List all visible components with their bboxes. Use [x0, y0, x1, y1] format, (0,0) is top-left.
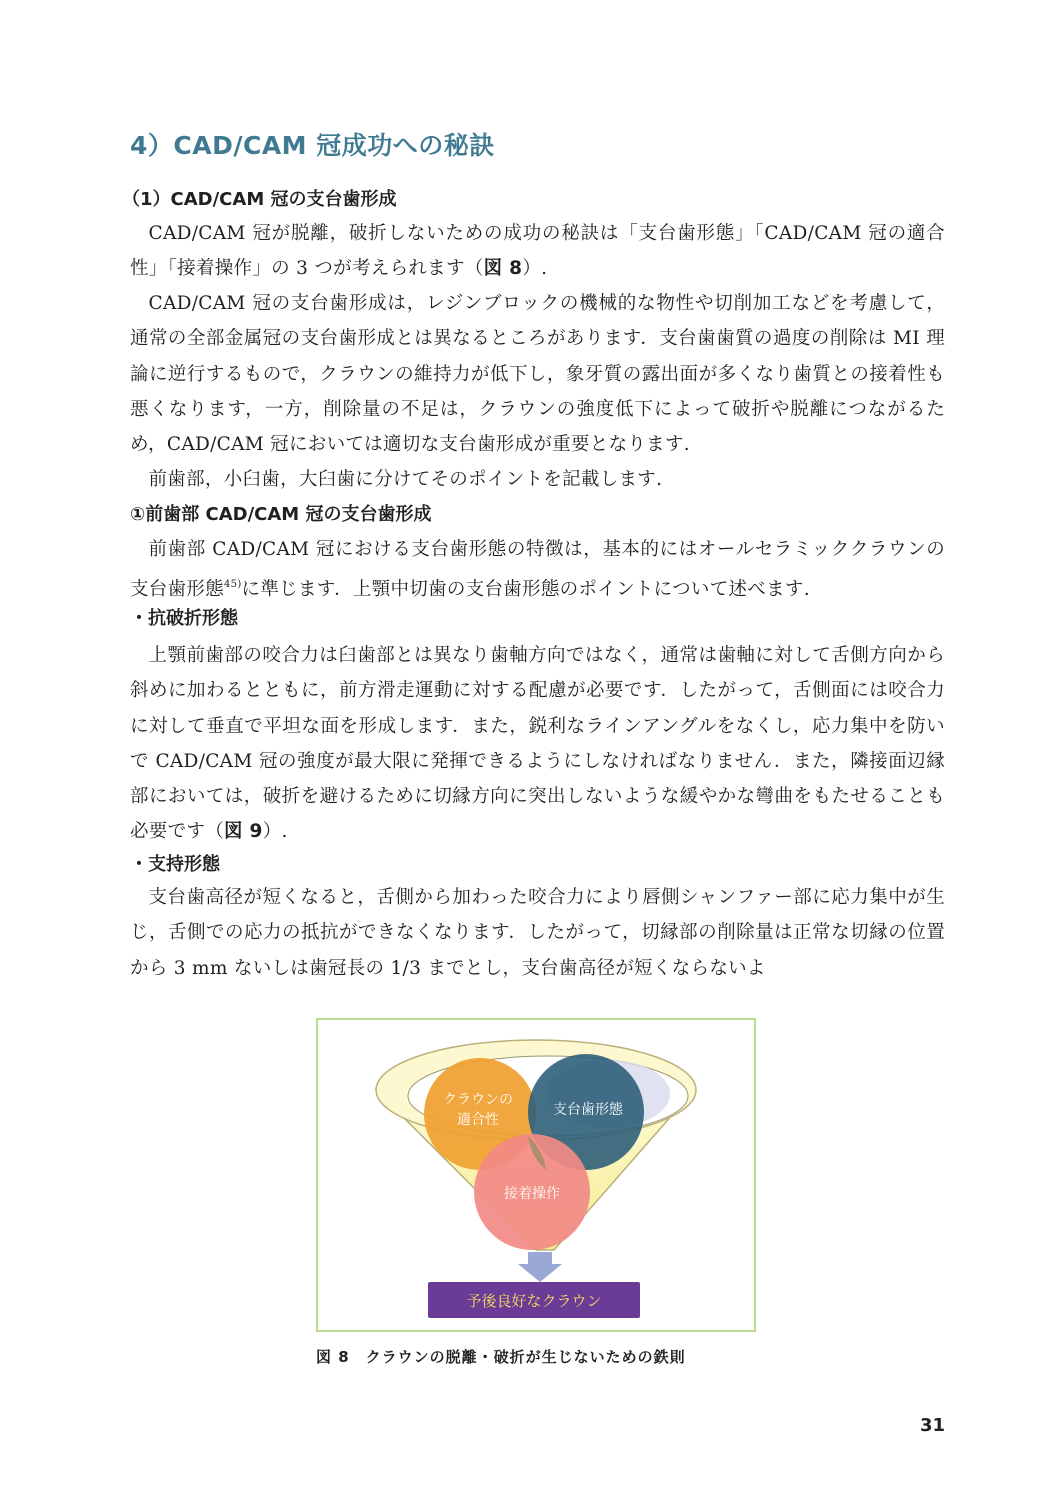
paragraph-outline: 前歯部，小臼歯，大臼歯に分けてそのポイントを記載します.	[148, 469, 663, 490]
paragraph-text: 上顎前歯部の咬合力は臼歯部とは異なり歯軸方向ではなく，通常は歯軸に対して舌側方向から斜めに加わるとともに，前方滑走運動に対する配慮が必要です．したがって，舌側面には咬合力に対して垂直で平坦な面を形成します．また，鋭利なラインアングルをなくし，応力集中を防いで CAD/CAM 冠の強度が最大限に発揮できるようにしなければなりません．また，隣接面辺縁部においては，破折を避けるために切縁方向に突出しないような緩やかな彎曲をもたせることも必要です（	[130, 645, 945, 843]
paragraph-anti-fracture	[130, 638, 945, 850]
label-fit-line1: クラウンの	[443, 1092, 513, 1108]
figure-caption: 図 8 クラウンの脱離・破折が生じないための鉄則	[316, 1348, 686, 1366]
label-bonding: 接着操作	[504, 1186, 560, 1202]
figure-8	[316, 1018, 756, 1332]
paragraph-abutment-prep: CAD/CAM 冠の支台歯形成は，レジンブロックの機械的な物性や切削加工などを考慮して，通常の全部金属冠の支台歯形成とは異なるところがあります．支台歯歯質の過度の削除は MI 理論に逆行するもので，クラウンの維持力が低下し，象牙質の露出面が多くなり歯質との接着性も悪くなります，一方，削除量の不足は，クラウンの強度低下によって破折や脱離につながるため，CAD/CAM 冠においては適切な支台歯形成が重要となります.	[130, 293, 945, 456]
result-label: 予後良好なクラウン	[466, 1292, 602, 1310]
heading-support: ・支持形態	[130, 854, 220, 875]
heading-anti-fracture: ・抗破折形態	[130, 608, 238, 629]
citation: 45)	[224, 579, 242, 591]
paragraph-text: 前歯部 CAD/CAM 冠における支台歯形態の特徴は，基本的にはオールセラミッククラウンの支台歯形態	[130, 539, 945, 601]
paragraph-text: ）.	[522, 258, 548, 280]
section-title: 4）CAD/CAM 冠成功への秘訣	[130, 131, 495, 160]
arrow-down-icon	[518, 1264, 562, 1282]
heading-anterior: ①前歯部 CAD/CAM 冠の支台歯形成	[130, 504, 432, 525]
subsection-title: （1）CAD/CAM 冠の支台歯形成	[122, 189, 397, 210]
label-fit-line2: 適合性	[457, 1112, 499, 1128]
figure-reference[interactable]: 図 8	[483, 258, 523, 280]
paragraph-text: ）.	[262, 821, 288, 843]
label-abutment: 支台歯形態	[553, 1102, 623, 1118]
figure-reference[interactable]: 図 9	[224, 821, 263, 843]
paragraph-text: に準じます．上顎中切歯の支台歯形態のポイントについて述べます.	[241, 579, 810, 601]
paragraph-support: 支台歯高径が短くなると，舌側から加わった咬合力により唇側シャンファー部に応力集中が生じ，舌側での応力の抵抗ができなくなります．したがって，切縁部の削除量は正常な切縁の位置から 3 mm ないしは歯冠長の 1/3 までとし，支台歯高径が短くならないよ	[130, 887, 945, 979]
paragraph-text: CAD/CAM 冠が脱離，破折しないための成功の秘訣は「支台歯形態」「CAD/CAM 冠の適合性」「接着操作」の 3 つが考えられます（	[130, 223, 945, 280]
paragraph-intro	[130, 216, 945, 287]
funnel-diagram	[318, 1020, 758, 1334]
arrow-shaft	[528, 1252, 552, 1264]
page-number: 31	[919, 1415, 945, 1436]
paragraph-anterior	[130, 532, 945, 608]
